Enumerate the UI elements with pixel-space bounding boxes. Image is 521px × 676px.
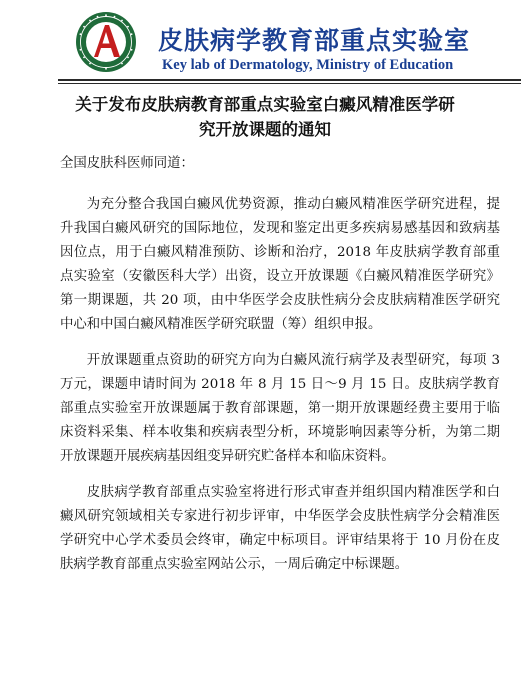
body-paragraph-2: 开放课题重点资助的研究方向为白癜风流行病学及表型研究，每项 3 万元，课题申请时间为 2018 年 8 月 15 日～9 月 15 日。皮肤病学教育部重点实验室开放课题属于教育部课题，第一期开放课题经费主要用于临床资料采集、样本收集和疾病表型分析，环境影响因素等分析，为第二期开放课题开展疾病基因组变异研究贮备样本和临床资料。 [60, 353, 500, 464]
notice-body [60, 152, 500, 589]
notice-title [40, 92, 490, 142]
body-paragraph-3: 皮肤病学教育部重点实验室将进行形式审查并组织国内精准医学和白癜风研究领域相关专家进行初步评审，中华医学会皮肤性病学分会精准医学研究中心学术委员会终审，确定中标项目。评审结果将于 10 月份在皮肤病学教育部重点实验室网站公示，一周后确定中标课题。 [60, 485, 500, 572]
org-name-chinese: 皮肤病学教育部重点实验室 [158, 26, 471, 55]
letterhead [0, 0, 521, 82]
body-paragraph-1: 为充分整合我国白癜风优势资源，推动白癜风精准医学研究进程，提升我国白癜风研究的国际地位，发现和鉴定出更多疾病易感基因和致病基因位点，用于白癜风精准预防、诊断和治疗，2018 年皮肤病学教育部重点实验室（安徽医科大学）出资，设立开放课题《白癜风精准医学研究》第一期课题，共 20 项，由中华医学会皮肤性病分会皮肤病精准医学研究中心和中国白癜风精准医学研究联盟（筹）组织申报。 [60, 197, 500, 332]
notice-title-line-2: 究开放课题的通知 [199, 120, 331, 139]
salutation: 全国皮肤科医师同道： [60, 156, 194, 171]
org-name-english: Key lab of Dermatology, Ministry of Education [162, 57, 454, 73]
header-divider-thick [58, 79, 521, 81]
university-seal-logo-icon [74, 10, 138, 74]
notice-title-line-1: 关于发布皮肤病教育部重点实验室白癜风精准医学研 [75, 95, 455, 114]
header-divider-thin [58, 83, 521, 84]
